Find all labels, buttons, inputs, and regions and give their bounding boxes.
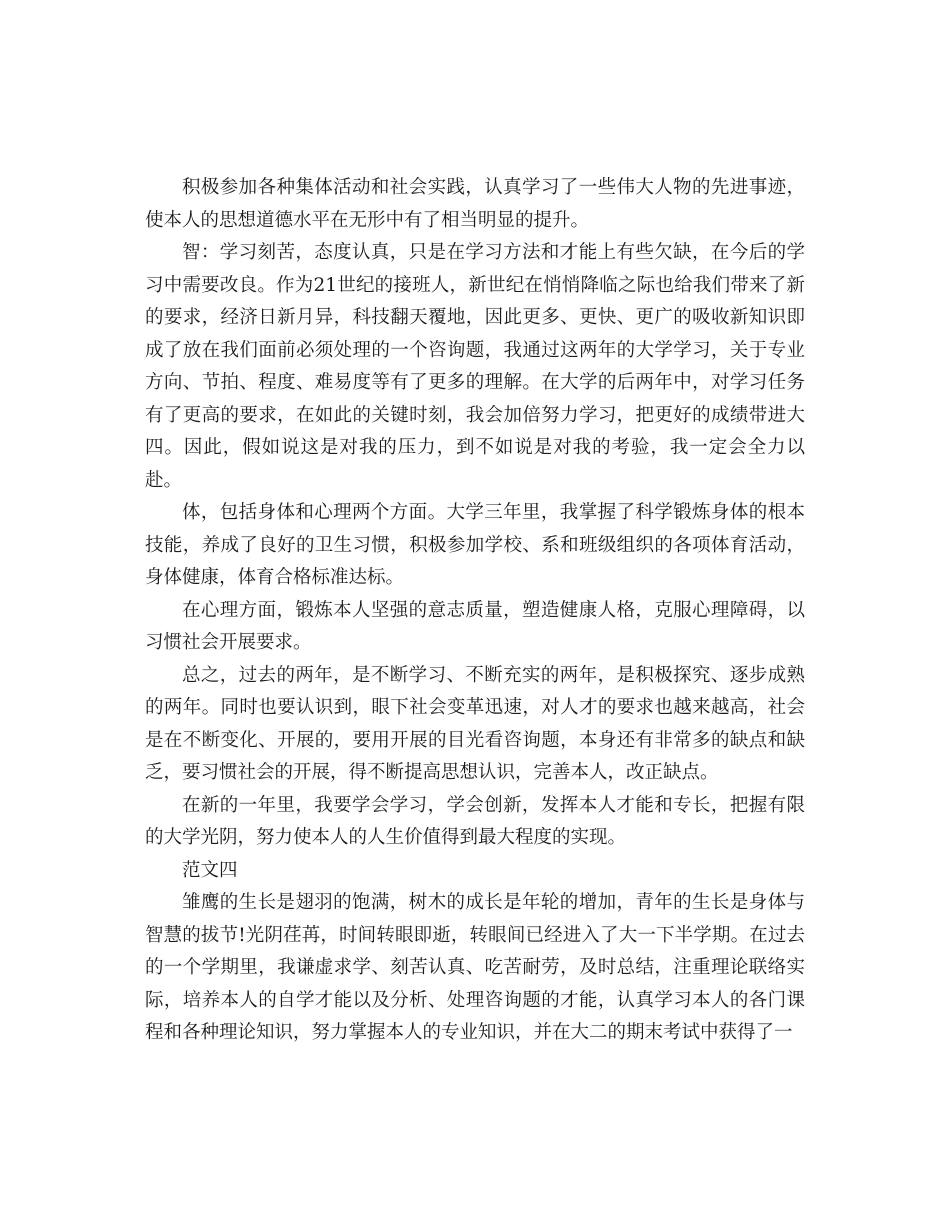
paragraph-psychology: 在心理方面，锻炼本人坚强的意志质量，塑造健康人格，克服心理障碍，以习惯社会开展要求。	[145, 599, 805, 653]
paragraph-moral-practice: 积极参加各种集体活动和社会实践，认真学习了一些伟大人物的先进事迹，使本人的思想道德水平在无形中有了相当明显的提升。	[145, 177, 805, 231]
document-body	[145, 172, 805, 1050]
paragraph-new-year: 在新的一年里，我要学会学习，学会创新，发挥本人才能和专长，把握有限的大学光阴，努力使本人的人生价值得到最大程度的实现。	[145, 794, 805, 848]
paragraph-physical: 体，包括身体和心理两个方面。大学三年里，我掌握了科学锻炼身体的根本技能，养成了良好的卫生习惯，积极参加学校、系和班级组织的各项体育活动，身体健康，体育合格标准达标。	[145, 502, 805, 588]
paragraph-sample-four: 雏鹰的生长是翅羽的饱满，树木的成长是年轮的增加，青年的生长是身体与智慧的拔节!光阴荏苒，时间转眼即逝，转眼间已经进入了大一下半学期。在过去的一个学期里，我谦虚求学、刻苦认真、吃苦耐劳，及时总结，注重理论联络实际，培养本人的自学才能以及分析、处理咨询题的才能，认真学习本人的各门课程和各种理论知识，努力掌握本人的专业知识，并在大二的期末考试中获得了一	[145, 892, 805, 1043]
section-heading: 范文四	[182, 859, 238, 881]
paragraph-summary: 总之，过去的两年，是不断学习、不断充实的两年，是积极探究、逐步成熟的两年。同时也要认识到，眼下社会变革迅速，对人才的要求也越来越高，社会是在不断变化、开展的，要用开展的目光看咨询题，本身还有非常多的缺点和缺乏，要习惯社会的开展，得不断提高思想认识，完善本人，改正缺点。	[145, 664, 805, 783]
paragraph-intellect: 智：学习刻苦，态度认真，只是在学习方法和才能上有些欠缺，在今后的学习中需要改良。作为21世纪的接班人，新世纪在悄悄降临之际也给我们带来了新的要求，经济日新月异，科技翻天覆地，因此更多、更快、更广的吸收新知识即成了放在我们面前必须处理的一个咨询题，我通过这两年的大学学习，关于专业方向、节拍、程度、难易度等有了更多的理解。在大学的后两年中，对学习任务有了更高的要求，在如此的关键时刻，我会加倍努力学习，把更好的成绩带进大四。因此，假如说这是对我的压力，到不如说是对我的考验，我一定会全力以赴。	[145, 242, 805, 491]
